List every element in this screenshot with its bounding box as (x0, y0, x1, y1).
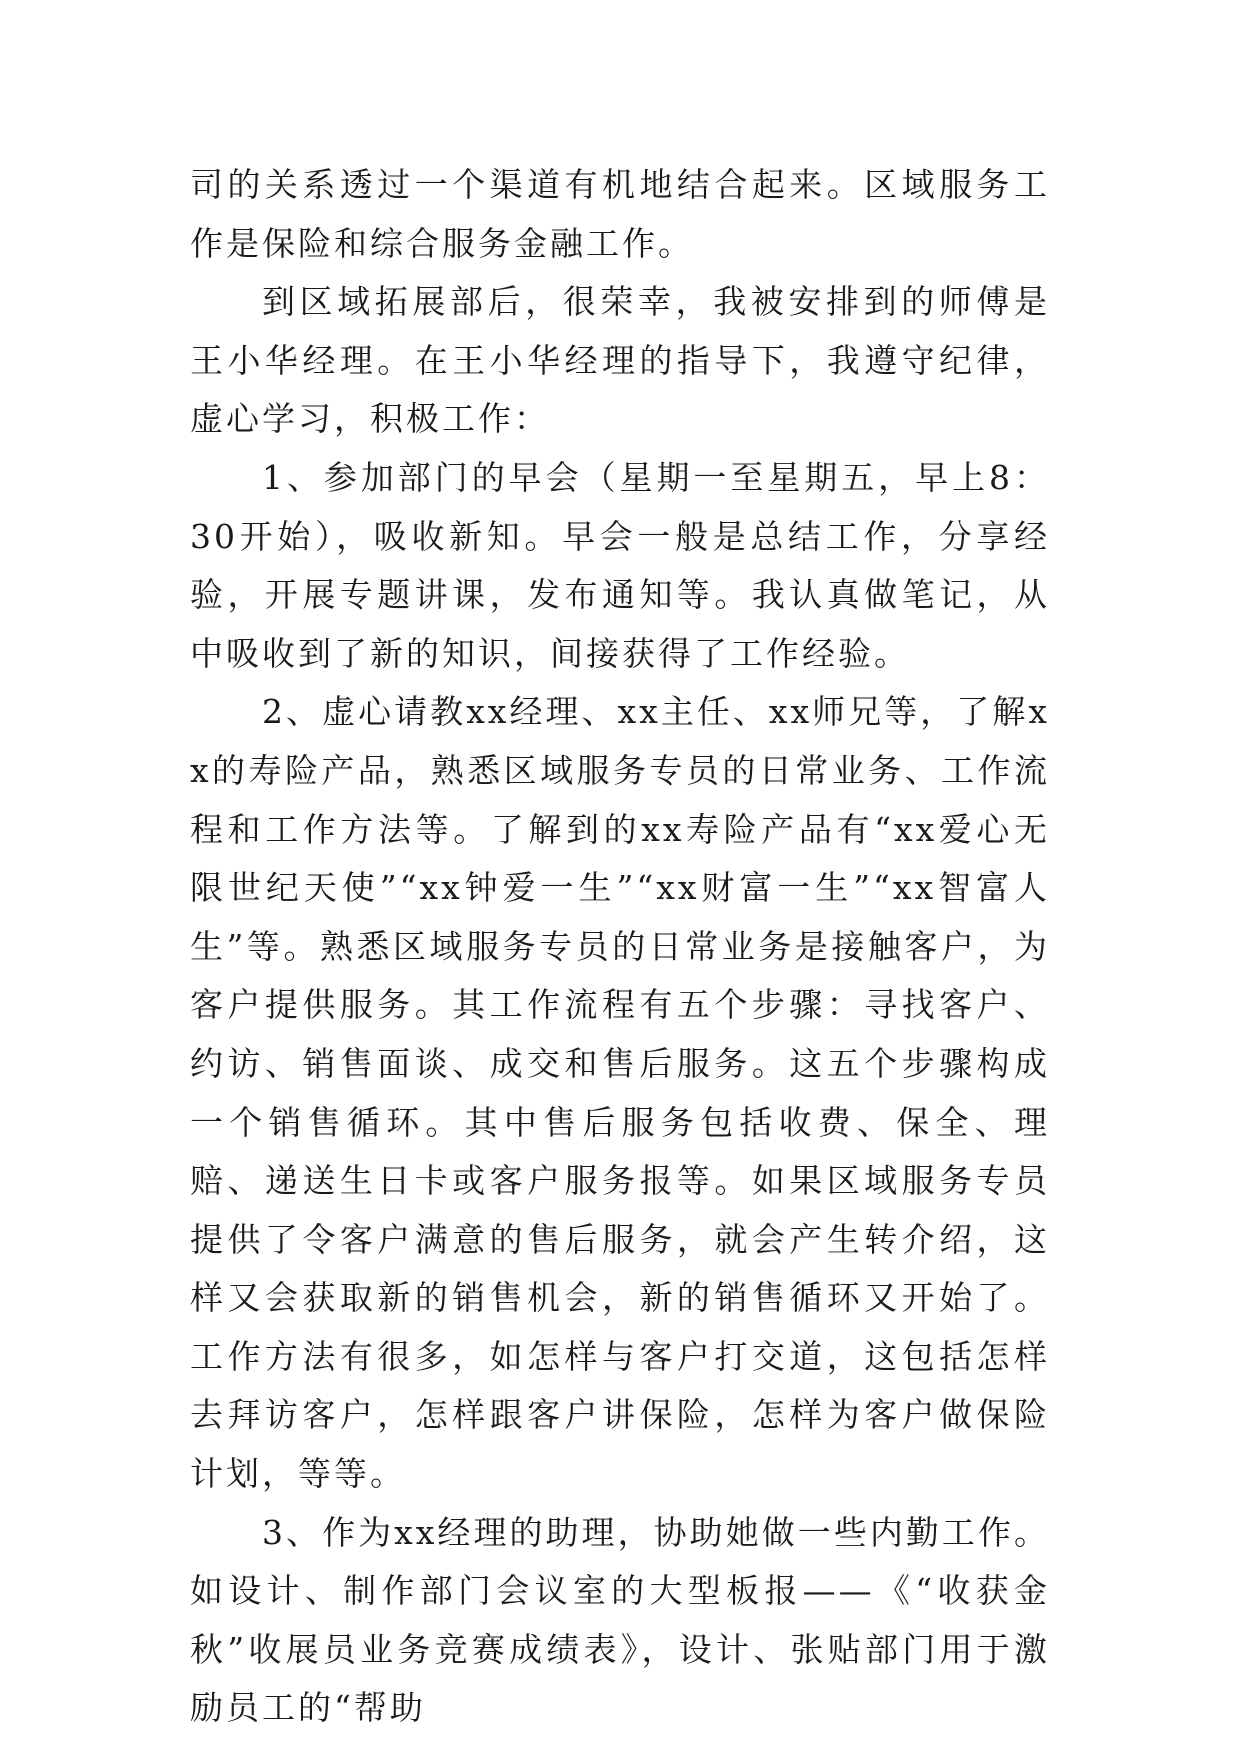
paragraph-continuation: 司的关系透过一个渠道有机地结合起来。区域服务工作是保险和综合服务金融工作。 (190, 165, 1050, 263)
document-body (190, 156, 1050, 1738)
paragraph-item-2-learning: 2、虚心请教xx经理、xx主任、xx师兄等，了解xx的寿险产品，熟悉区域服务专员的日常业务、工作流程和工作方法等。了解到的xx寿险产品有“xx爱心无限世纪天使”“xx钟爱一生”“xx财富一生”“xx智富人生”等。熟悉区域服务专员的日常业务是接触客户，为客户提供服务。其工作流程有五个步骤：寻找客户、约访、销售面谈、成交和售后服务。这五个步骤构成一个销售循环。其中售后服务包括收费、保全、理赔、递送生日卡或客户服务报等。如果区域服务专员提供了令客户满意的售后服务，就会产生转介绍，这样又会获取新的销售机会，新的销售循环又开始了。工作方法有很多，如怎样与客户打交道，这包括怎样去拜访客户，怎样跟客户讲保险，怎样为客户做保险计划，等等。 (190, 692, 1050, 1494)
paragraph-master-assignment: 到区域拓展部后，很荣幸，我被安排到的师傅是王小华经理。在王小华经理的指导下，我遵守纪律，虚心学习，积极工作： (190, 282, 1050, 439)
paragraph-item-3-assistant: 3、作为xx经理的助理，协助她做一些内勤工作。如设计、制作部门会议室的大型板报——《“收获金秋”收展员业务竞赛成绩表》，设计、张贴部门用于激励员工的“帮助 (190, 1512, 1050, 1728)
paragraph-item-1-morning-meeting: 1、参加部门的早会（星期一至星期五，早上8：30开始），吸收新知。早会一般是总结工作，分享经验，开展专题讲课，发布通知等。我认真做笔记，从中吸收到了新的知识，间接获得了工作经验。 (190, 457, 1050, 673)
